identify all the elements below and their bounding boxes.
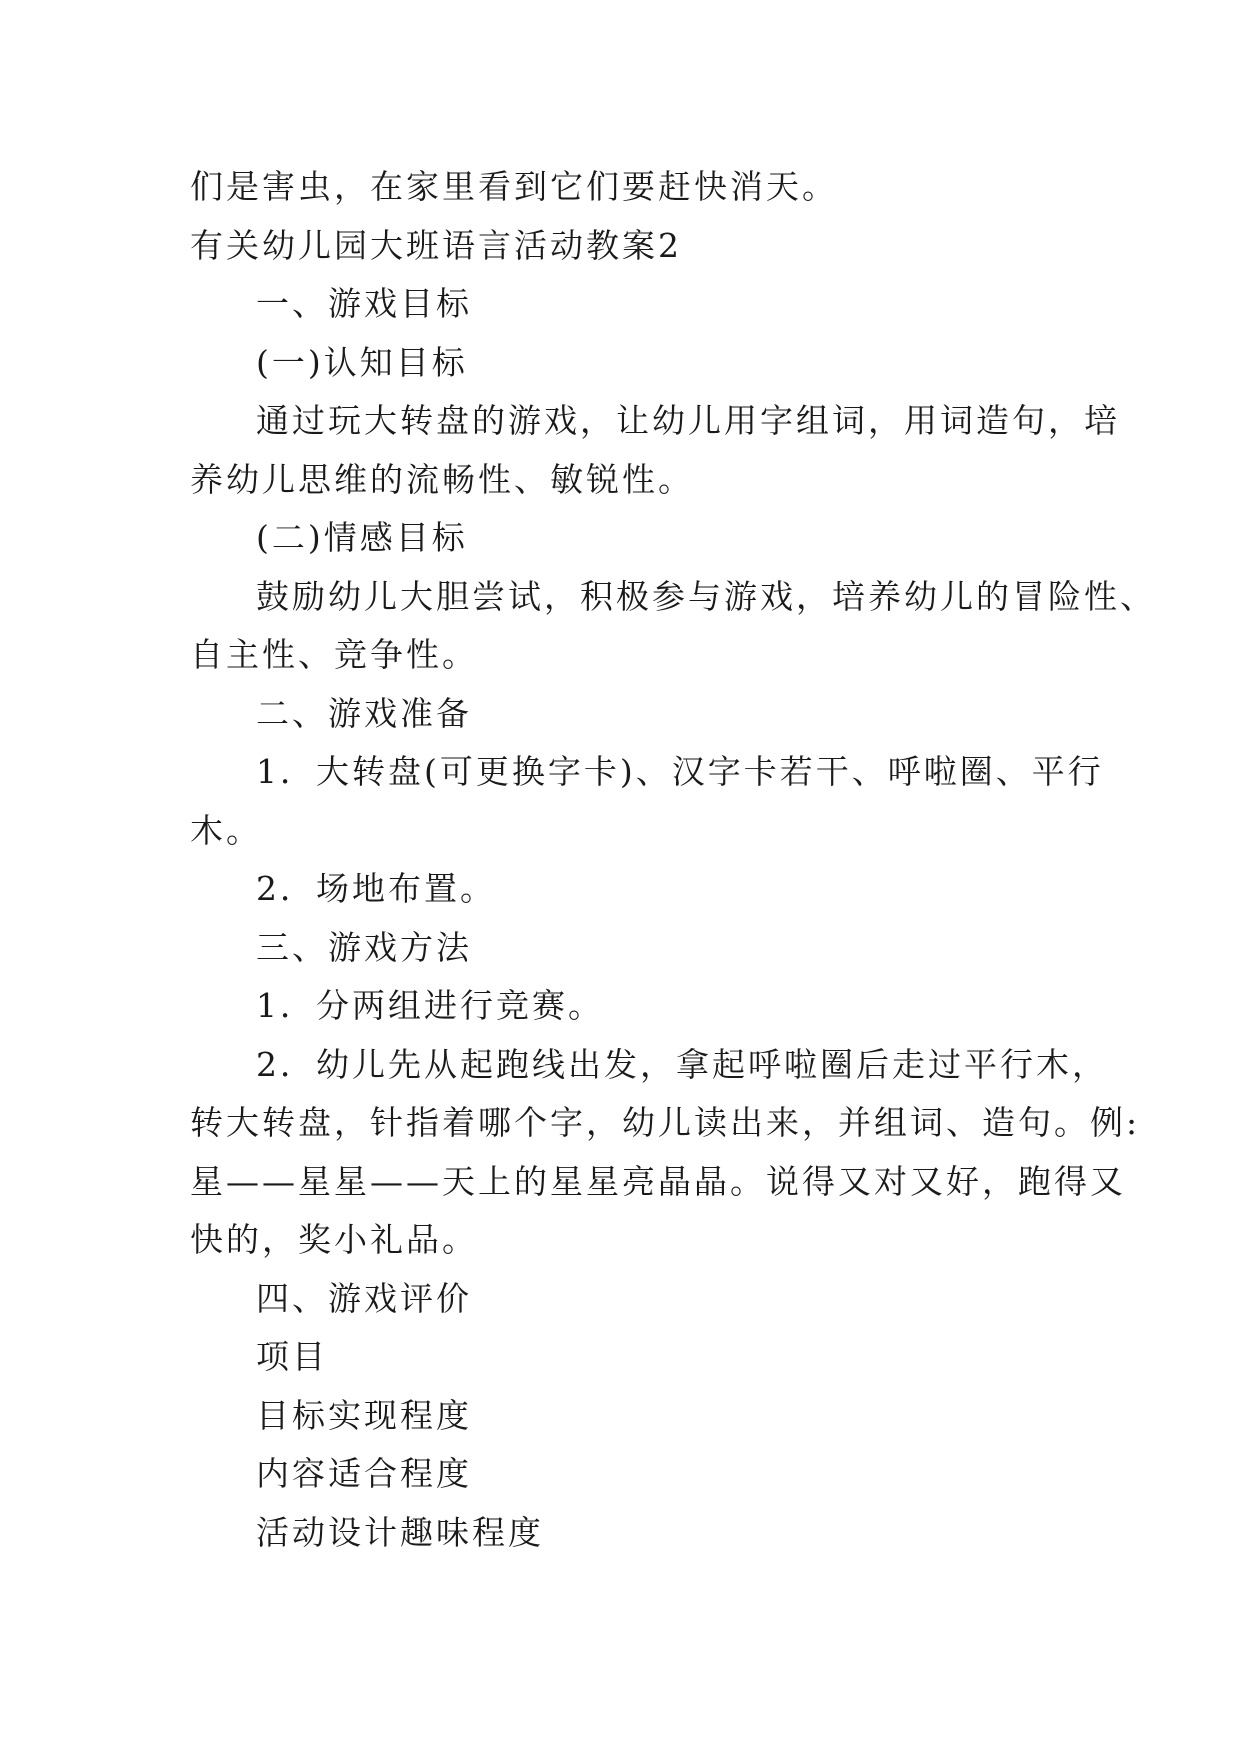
- paragraph-line: 一、游戏目标: [256, 284, 472, 323]
- paragraph-line: 木。: [190, 810, 262, 850]
- paragraph-line: 目标实现程度: [256, 1395, 472, 1435]
- paragraph-line: 有关幼儿园大班语言活动教案2: [190, 225, 682, 265]
- paragraph-line: 二、游戏准备: [256, 693, 472, 733]
- paragraph-line: 1．大转盘(可更换字卡)、汉字卡若干、呼啦圈、平行: [256, 752, 1104, 791]
- paragraph-line: (一)认知目标: [256, 342, 468, 382]
- paragraph-line: 四、游戏评价: [256, 1278, 472, 1318]
- paragraph-line: 内容适合程度: [256, 1454, 472, 1493]
- paragraph-line: 们是害虫，在家里看到它们要赶快消天。: [190, 167, 838, 206]
- paragraph-line: 活动设计趣味程度: [256, 1512, 544, 1552]
- paragraph-line: 三、游戏方法: [256, 927, 472, 967]
- paragraph-line: 养幼儿思维的流畅性、敏锐性。: [190, 459, 694, 499]
- paragraph-line: 2．场地布置。: [256, 869, 496, 908]
- paragraph-line: 快的，奖小礼品。: [190, 1220, 478, 1259]
- paragraph-line: 1．分两组进行竞赛。: [256, 986, 604, 1025]
- paragraph-line: 自主性、竞争性。: [190, 635, 478, 674]
- paragraph-line: 鼓励幼儿大胆尝试，积极参与游戏，培养幼儿的冒险性、: [256, 576, 1156, 616]
- paragraph-line: 项目: [256, 1337, 328, 1376]
- paragraph-line: (二)情感目标: [256, 518, 468, 557]
- paragraph-line: 星——星星——天上的星星亮晶晶。说得又对又好，跑得又: [190, 1161, 1126, 1201]
- document-body: [190, 158, 1156, 1562]
- paragraph-line: 通过玩大转盘的游戏，让幼儿用字组词，用词造句，培: [256, 401, 1120, 440]
- paragraph-line: 转大转盘，针指着哪个字，幼儿读出来，并组词、造句。例:: [190, 1103, 1141, 1142]
- paragraph-line: 2．幼儿先从起跑线出发，拿起呼啦圈后走过平行木，: [256, 1044, 1108, 1084]
